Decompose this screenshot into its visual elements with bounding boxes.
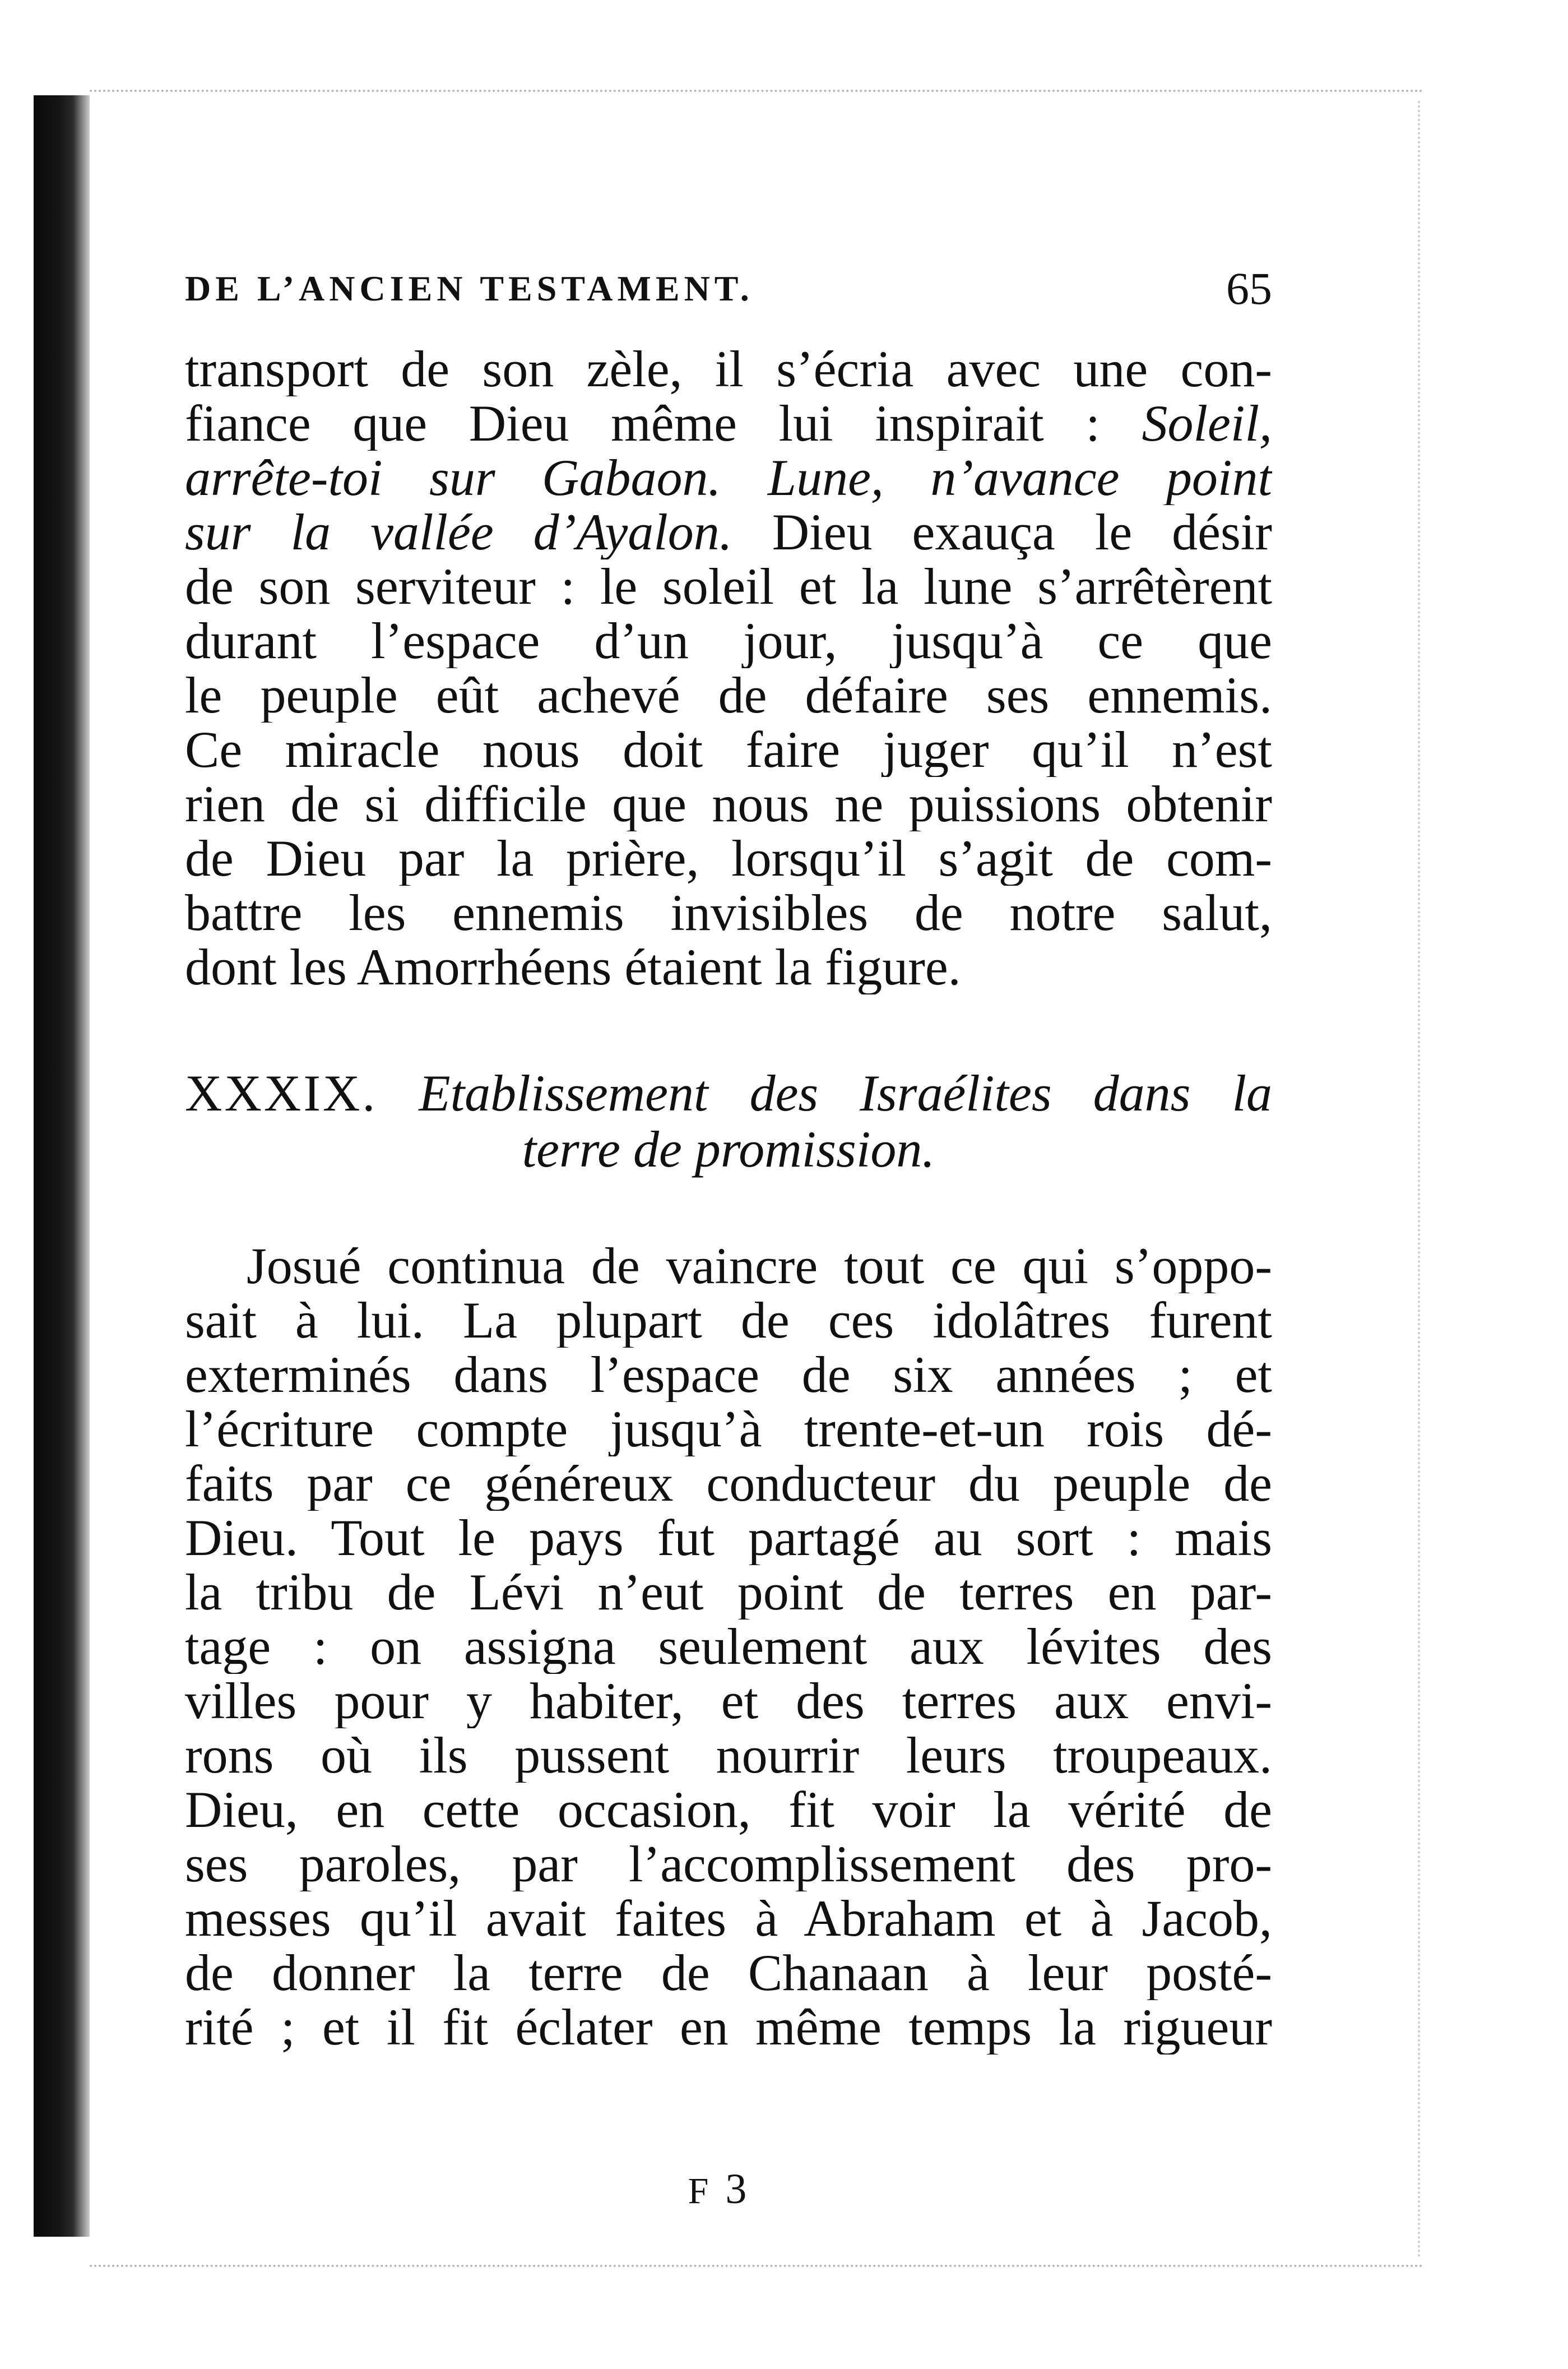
italic-quote: sur la vallée d’Ayalon. [185,505,732,559]
paragraph-2-line: sait à lui. La plupart de ces idolâtres furent [185,1293,1272,1348]
page-header [185,263,1272,314]
paragraph-1-line: Ce miracle nous doit faire juger qu’il n’est [185,723,1272,777]
paragraph-1 [185,342,1272,994]
signature-letter: F [688,2171,709,2211]
section-heading [185,1065,1272,1188]
line-text: Dieu exauça le désir [732,505,1272,559]
paragraph-2-line: rons où ils pussent nourrir leurs troupeaux. [185,1728,1272,1783]
paragraph-2-line: Dieu, en cette occasion, fit voir la vérité de [185,1783,1272,1837]
italic-quote: arrête-toi sur Gabaon. [185,451,768,505]
paragraph-1-line: transport de son zèle, il s’écria avec une con- [185,342,1272,396]
section-heading-line [185,1065,1272,1121]
paragraph-2-line: l’écriture compte jusqu’à trente-et-un rois dé- [185,1402,1272,1456]
section-numeral: XXXIX. [185,1065,378,1122]
signature-number: 3 [725,2166,747,2213]
paragraph-1-line [185,505,1272,559]
book-spine-shadow [34,95,90,2237]
paragraph-1-line: battre les ennemis invisibles de notre salut, [185,886,1272,940]
signature-mark [633,2164,801,2214]
paragraph-1-line: de son serviteur : le soleil et la lune s’arrêtèrent [185,559,1272,614]
paragraph-1-line: dont les Amorrhéens étaient la figure. [185,940,961,994]
page-bottom-edge [90,2259,1423,2267]
italic-quote: Soleil, [1142,396,1272,451]
line-text: fiance que Dieu même lui inspirait : [185,396,1142,451]
paragraph-2 [185,1239,1272,2055]
paragraph-2-line: Dieu. Tout le pays fut partagé au sort : mais [185,1511,1272,1565]
paragraph-2-line: tage : on assigna seulement aux lévites des [185,1620,1272,1674]
paragraph-2-line: rité ; et il fit éclater en même temps la rigueur [185,2000,1272,2055]
page-top-edge [90,90,1423,98]
paragraph-1-line [185,396,1272,451]
paragraph-2-line: la tribu de Lévi n’eut point de terres en par- [185,1565,1272,1620]
paragraph-2-line: villes pour y habiter, et des terres aux envi- [185,1674,1272,1728]
paragraph-1-line: rien de si difficile que nous ne puissions obtenir [185,777,1272,831]
paragraph-2-line: Josué continua de vaincre tout ce qui s’oppo- [247,1239,1272,1293]
paragraph-2-line: de donner la terre de Chanaan à leur posté- [185,1946,1272,2000]
paragraph-2-line: ses paroles, par l’accomplissement des pro- [185,1837,1272,1891]
page-right-edge [1412,101,1420,2259]
section-title: Etablissement des Israélites dans la [419,1065,1273,1122]
paragraph-1-line: le peuple eût achevé de défaire ses ennemis. [185,668,1272,723]
paragraph-2-line: messes qu’il avait faites à Abraham et à Jacob, [185,1891,1272,1946]
paragraph-2-line: faits par ce généreux conducteur du peuple de [185,1456,1272,1511]
section-title-continued: terre de promission. [522,1121,935,1178]
paragraph-1-line [185,451,1272,505]
paragraph-1-line: durant l’espace d’un jour, jusqu’à ce que [185,614,1272,668]
page-number: 65 [1226,263,1272,314]
paragraph-1-line: de Dieu par la prière, lorsqu’il s’agit de com- [185,831,1272,886]
italic-quote: Lune, n’avance point [767,451,1272,505]
paragraph-2-line: exterminés dans l’espace de six années ; et [185,1348,1272,1402]
running-head: DE L’ANCIEN TESTAMENT. [185,269,754,308]
